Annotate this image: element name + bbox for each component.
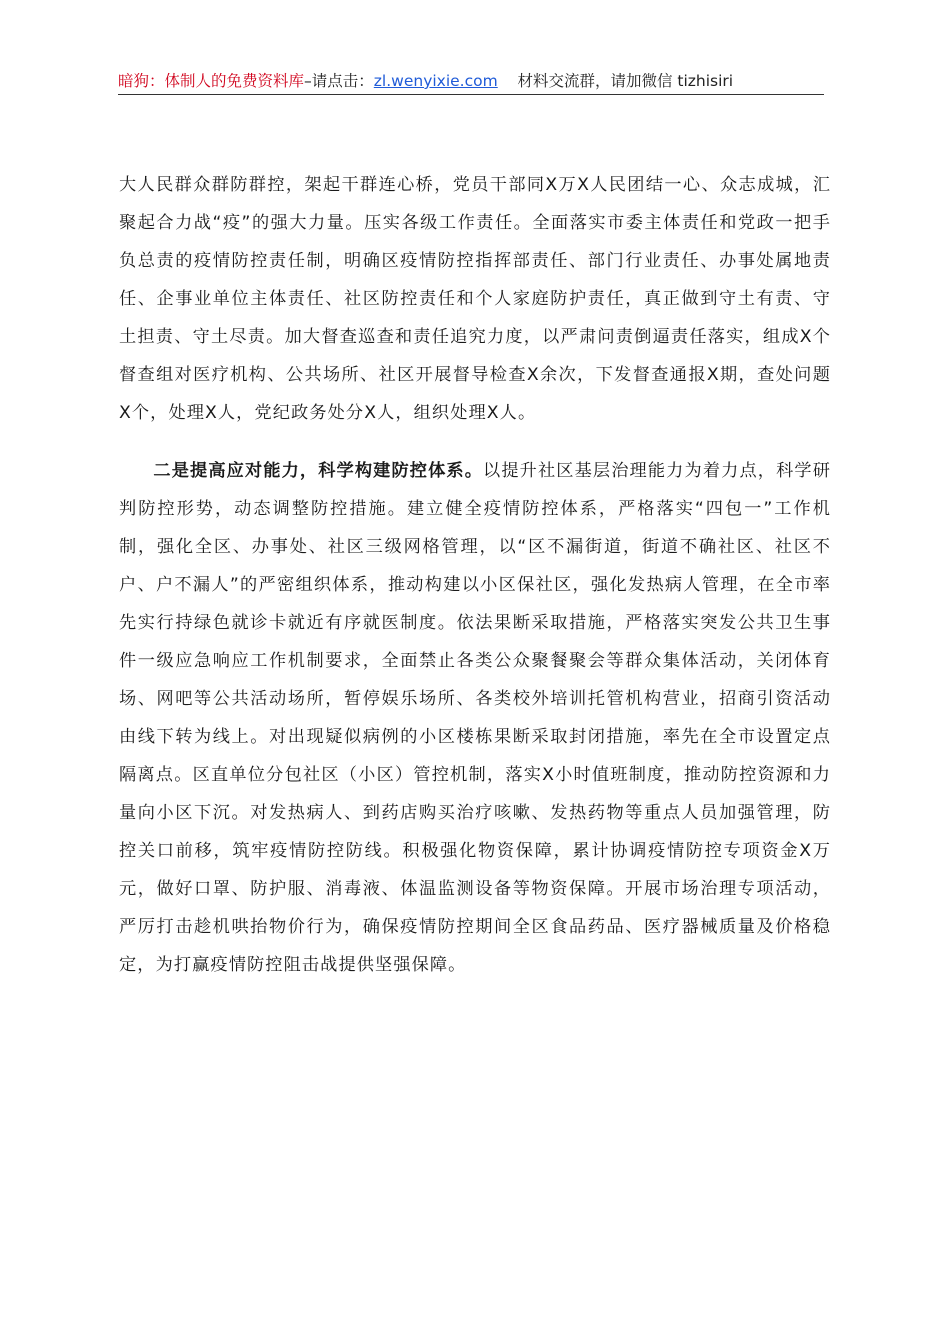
paragraph [119,452,831,984]
page-header [118,70,824,95]
header-link[interactable]: zl.wenyixie.com [373,72,498,90]
header-spacer [498,72,518,90]
paragraph-text: 以提升社区基层治理能力为着力点，科学研判防控形势，动态调整防控措施。建立健全疫情防控体系，严格落实“四包一”工作机制，强化全区、办事处、社区三级网格管理，以“区不漏街道，街道不确社区、社区不户、户不漏人”的严密组织体系，推动构建以小区保社区，强化发热病人管理，在全市率先实行持绿色就诊卡就近有序就医制度。依法果断采取措施，严格落实突发公共卫生事件一级应急响应工作机制要求，全面禁止各类公众聚餐聚会等群众集体活动，关闭体育场、网吧等公共活动场所，暂停娱乐场所、各类校外培训托管机构营业，招商引资活动由线下转为线上。对出现疑似病例的小区楼栋果断采取封闭措施，率先在全市设置定点隔离点。区直单位分包社区（小区）管控机制，落实X小时值班制度，推动防控资源和力量向小区下沉。对发热病人、到药店购买治疗咳嗽、发热药物等重点人员加强管理，防控关口前移，筑牢疫情防控防线。积极强化物资保障，累计协调疫情防控专项资金X万元，做好口罩、防护服、消毒液、体温监测设备等物资保障。开展市场治理专项活动，严厉打击趁机哄抬物价行为，确保疫情防控期间全区食品药品、医疗器械质量及价格稳定，为打赢疫情防控阻击战提供坚强保障。 [119,461,831,975]
paragraph-text: 大人民群众群防群控，架起干群连心桥，党员干部同X万X人民团结一心、众志成城，汇聚起合力战“疫”的强大力量。压实各级工作责任。全面落实市委主体责任和党政一把手负总责的疫情防控责任制，明确区疫情防控指挥部责任、部门行业责任、办事处属地责任、企事业单位主体责任、社区防控责任和个人家庭防护责任，真正做到守土有责、守土担责、守土尽责。加大督查巡查和责任追究力度，以严肃问责倒逼责任落实，组成X个督查组对医疗机构、公共场所、社区开展督导检查X余次，下发督查通报X期，查处问题X个，处理X人，党纪政务处分X人，组织处理X人。 [119,175,831,423]
header-brand: 暗狗：体制人的免费资料库 [118,72,305,90]
header-prompt: –请点击： [304,72,374,90]
paragraph-heading: 二是提高应对能力，科学构建防控体系。 [153,461,484,481]
header-contact: 材料交流群，请加微信 tizhisiri [517,72,734,90]
document-body [119,166,831,984]
paragraph [119,166,831,432]
